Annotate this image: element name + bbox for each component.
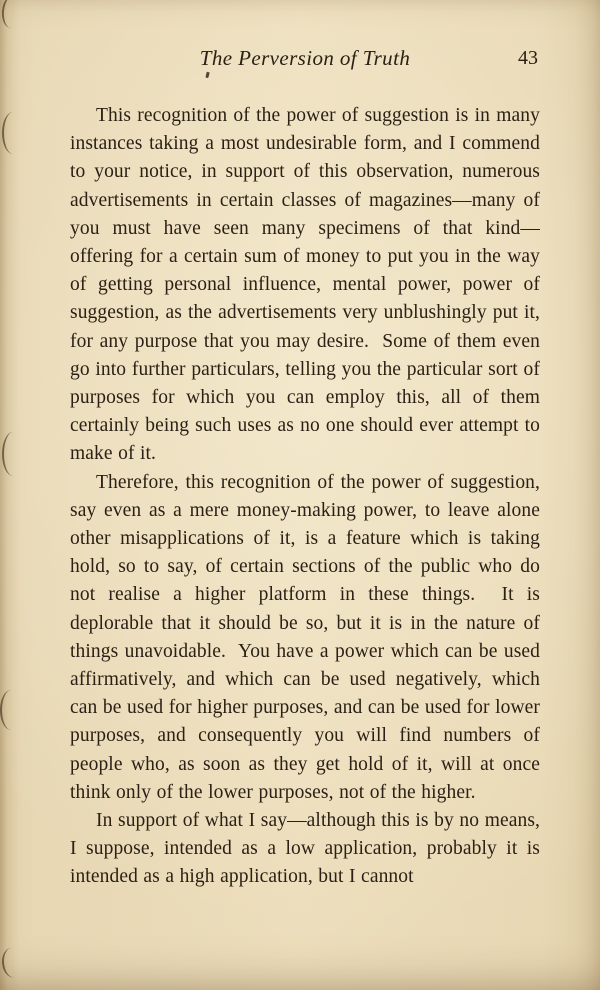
chapter-title: The Perversion of Truth	[70, 46, 540, 71]
scan-artifact	[0, 690, 11, 730]
paragraph-2: Therefore, this recognition of the power of suggestion, say even as a mere money-making power, to leave alone other misapplications of it, is a feature which is taking hold, so to say, of certain sections of the public who do not realise a higher platform in these things. It is deplorable that it should be so, but it is in the nature of things unavoidable. You have a power which can be used affirmatively, and which can be used negatively, which can be used for higher purposes, and can be used for lower purposes, and consequently you will find numbers of people who, as soon as they get hold of it, will at once think only of the lower purposes, not of the higher.	[70, 471, 546, 803]
paragraph-1: This recognition of the power of suggestion is in many instances taking a most undesirable form, and I commend to your notice, in support of this observation, numerous advertisements in certain classes of magazines—many of you must have seen many specimens of that kind—offering for a certain sum of money to put you in the way of getting personal influence, mental power, power of suggestion, as the advertisements very unblushingly put it, for any purpose that you may desire. Some of them even go into further particulars, telling you the particular sort of purposes for which you can employ this, all of them certainly being such uses as no one should ever attempt to make of it.	[70, 105, 546, 465]
page-number: 43	[518, 47, 538, 69]
scan-artifact	[2, 112, 13, 154]
paragraph-3: In support of what I say—although this is by no means, I suppose, intended as a low application, probably it is intended as a high application, but I cannot	[70, 810, 546, 888]
scan-artifact	[1, 948, 15, 979]
scan-artifact	[0, 0, 14, 28]
page-body	[70, 102, 546, 892]
scan-artifact	[2, 432, 13, 476]
running-header	[70, 46, 540, 76]
